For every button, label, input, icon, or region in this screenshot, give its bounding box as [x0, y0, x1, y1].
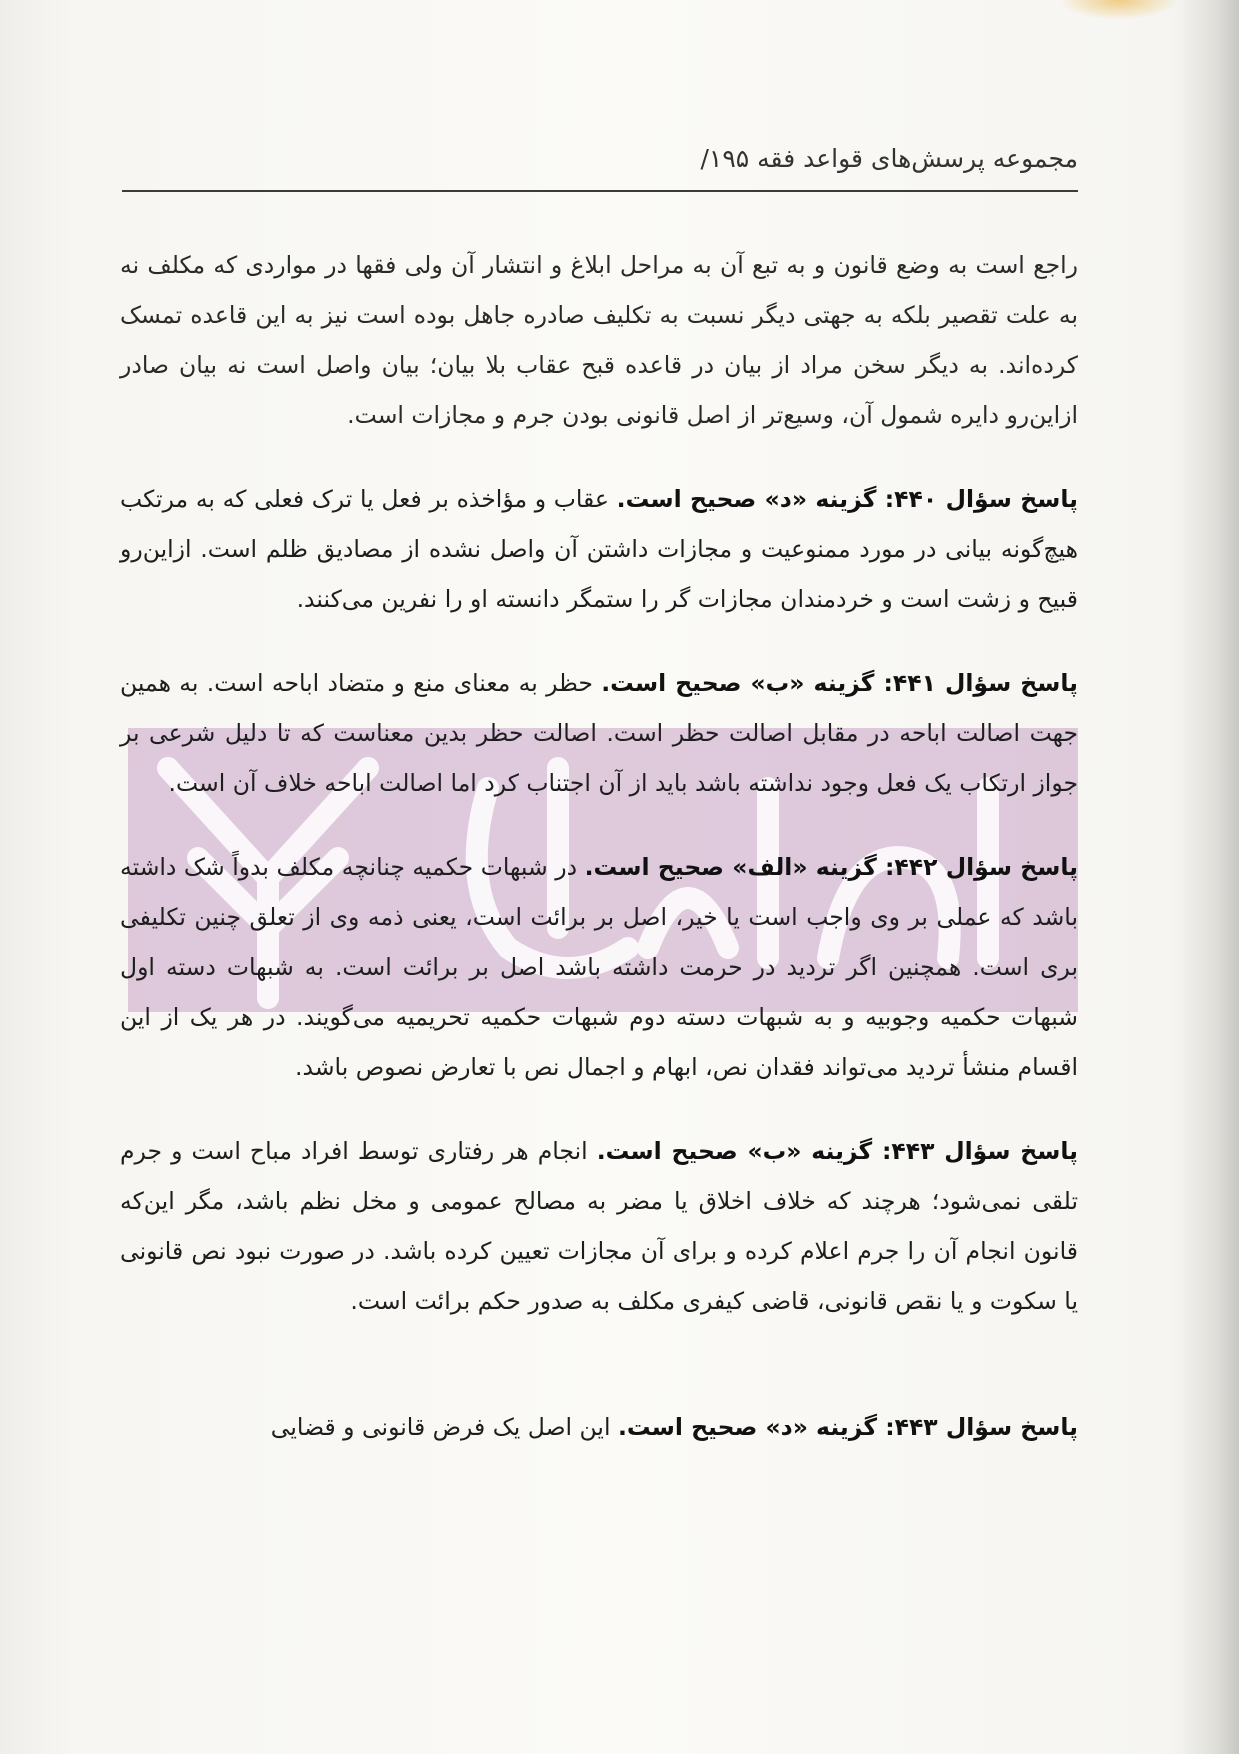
- answer-text: در شبهات حکمیه چنانچه مکلف بدواً شک داشته باشد که عملی بر وی واجب است یا خیر، اصل بر برائت است، یعنی ذمه وی از تعلق چنین تکلیفی بری است. همچنین اگر تردید در حرمت داشته باشد اصل بر برائت است. به شبهات دسته اول شبهات حکمیه وجوبیه و به شبهات دسته دوم شبهات حکمیه تحریمیه می‌گویند. در هر یک از این اقسام منشأ تردید می‌تواند فقدان نص، ابهام و اجمال نص با تعارض نصوص باشد.: [120, 853, 1078, 1081]
- paragraph-intro: [120, 240, 1078, 440]
- answer-label: پاسخ سؤال ۴۴۳: گزینه «ب» صحیح است.: [596, 1137, 1078, 1165]
- paragraph-text: راجع است به وضع قانون و به تبع آن به مراحل ابلاغ و انتشار آن ولی فقها در مواردی که مکلف نه به علت تقصیر بلکه به جهتی دیگر نسبت به تکلیف صادره جاهل بوده است نیز به این قاعده تمسک کرده‌اند. به دیگر سخن مراد از بیان در قاعده قبح عقاب بلا بیان؛ بیان واصل است نه بیان صادر ازاین‌رو دایره شمول آن، وسیع‌تر از اصل قانونی بودن جرم و مجازات است.: [120, 251, 1078, 429]
- answer-444: [120, 1402, 1078, 1452]
- running-header-title: مجموعه پرسش‌های قواعد فقه ۱۹۵/: [700, 144, 1078, 173]
- page-edge-shadow: [1179, 0, 1239, 1754]
- page-header: [122, 140, 1078, 192]
- answer-label: پاسخ سؤال ۴۴۳: گزینه «د» صحیح است.: [617, 1413, 1078, 1441]
- header-rule: [122, 190, 1078, 192]
- answer-text: انجام هر رفتاری توسط افراد مباح است و جرم تلقی نمی‌شود؛ هرچند که خلاف اخلاق یا مضر به مصالح عمومی و مخل نظم باشد، مگر این‌که قانون انجام آن را جرم اعلام کرده و برای آن مجازات تعیین کرده باشد. در صورت نبود نص قانونی یا سکوت و یا نقص قانونی، قاضی کیفری مکلف به صدور حکم برائت است.: [120, 1137, 1078, 1315]
- answer-text: عقاب و مؤاخذه بر فعل یا ترک فعلی که به مرتکب هیچ‌گونه بیانی در مورد ممنوعیت و مجازات داشتن آن واصل نشده از مصادیق ظلم است. ازاین‌رو قبیح و زشت است و خردمندان مجازات گر را ستمگر دانسته او را نفرین می‌کنند.: [120, 485, 1078, 613]
- answer-text: این اصل یک فرض قانونی و قضایی: [270, 1413, 618, 1441]
- answer-443: [120, 1126, 1078, 1326]
- answer-441: [120, 658, 1078, 808]
- answer-label: پاسخ سؤال ۴۴۱: گزینه «ب» صحیح است.: [601, 669, 1078, 697]
- body-text: [120, 240, 1078, 1452]
- answer-442: [120, 842, 1078, 1092]
- corner-stain: [1059, 0, 1179, 20]
- answer-label: پاسخ سؤال ۴۴۲: گزینه «الف» صحیح است.: [584, 853, 1078, 881]
- answer-text: حظر به معنای منع و متضاد اباحه است. به همین جهت اصالت اباحه در مقابل اصالت حظر است. اصالت حظر بدین معناست که تا دلیل شرعی بر جواز ارتکاب یک فعل وجود نداشته باشد باید از آن اجتناب کرد اما اصالت اباحه خلاف آن است.: [120, 669, 1078, 797]
- answer-label: پاسخ سؤال ۴۴۰: گزینه «د» صحیح است.: [616, 485, 1078, 513]
- answer-440: [120, 474, 1078, 624]
